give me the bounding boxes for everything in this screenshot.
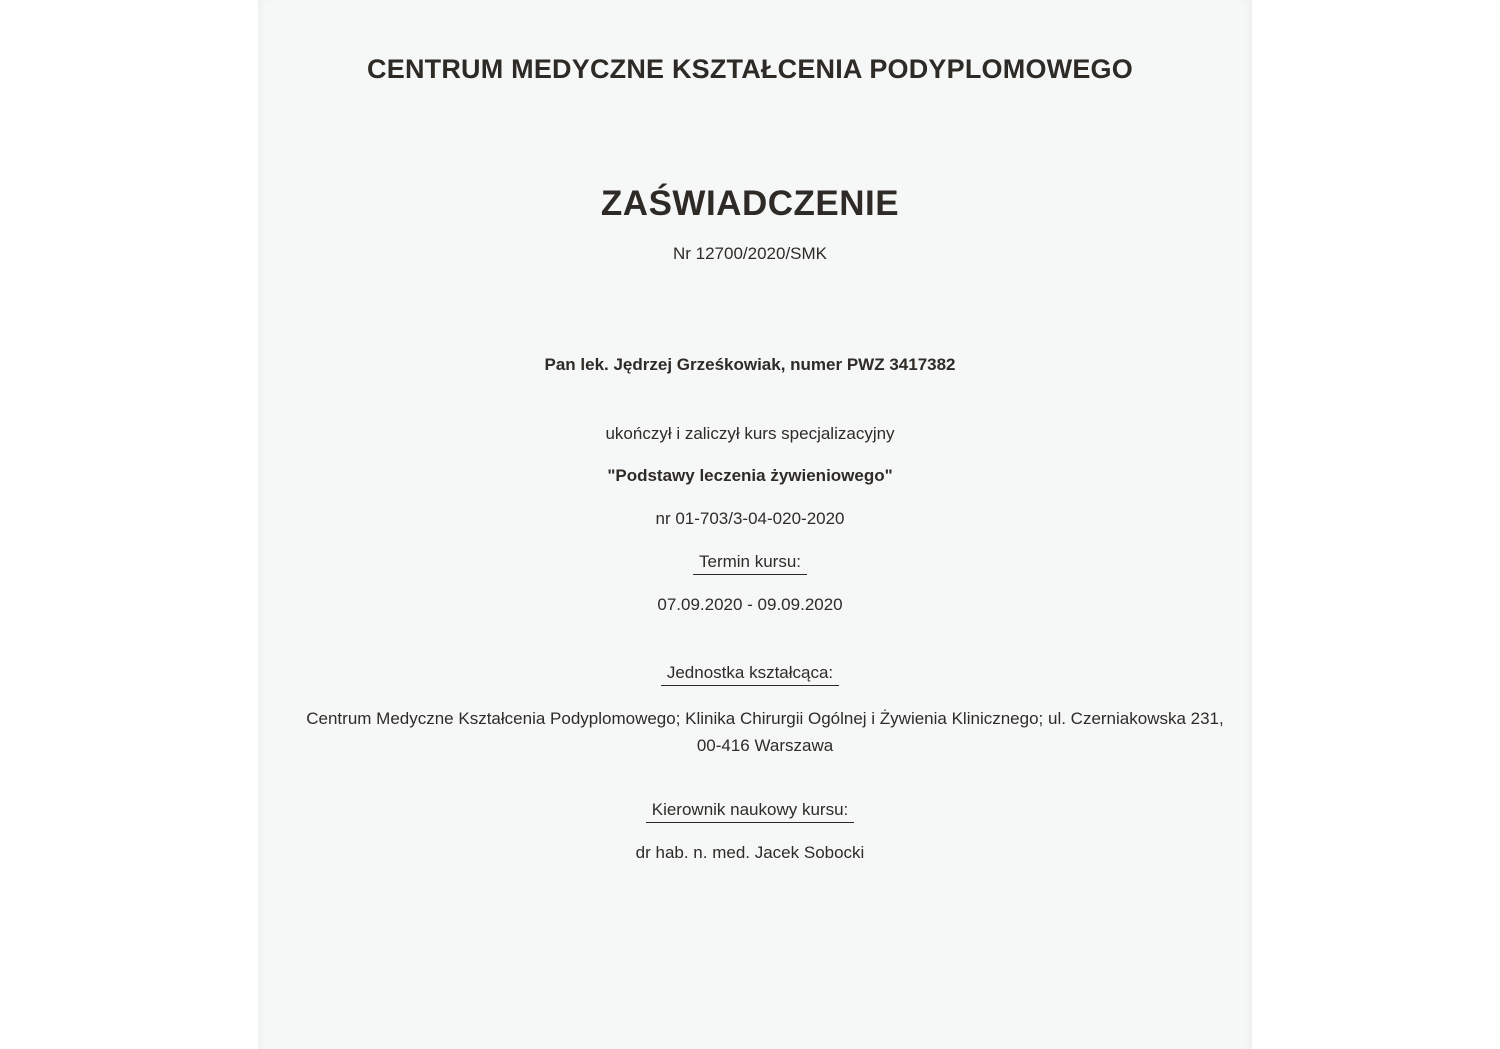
unit-label: Jednostka kształcąca: xyxy=(661,663,839,686)
course-name: "Podstawy leczenia żywieniowego" xyxy=(607,466,893,485)
recipient-line: Pan lek. Jędrzej Grześkowiak, numer PWZ 3417382 xyxy=(544,355,956,374)
supervisor-label-row xyxy=(0,800,1500,823)
term-label-row xyxy=(0,552,1500,575)
term-dates: 07.09.2020 - 09.09.2020 xyxy=(657,595,843,614)
unit-label-row xyxy=(0,663,1500,686)
term-label: Termin kursu: xyxy=(693,552,807,575)
supervisor-name: dr hab. n. med. Jacek Sobocki xyxy=(635,843,865,862)
institution-header: CENTRUM MEDYCZNE KSZTAŁCENIA PODYPLOMOWEGO xyxy=(367,54,1133,84)
course-number: nr 01-703/3-04-020-2020 xyxy=(655,509,845,528)
document-title: ZAŚWIADCZENIE xyxy=(600,184,900,223)
completion-statement: ukończył i zaliczył kurs specjalizacyjny xyxy=(605,424,895,443)
document-number: Nr 12700/2020/SMK xyxy=(672,244,828,263)
supervisor-label: Kierownik naukowy kursu: xyxy=(646,800,855,823)
unit-description: Centrum Medyczne Kształcenia Podyplomowego; Klinika Chirurgii Ogólnej i Żywienia Klinicznego; ul. Czerniakowska 231, 00-416 Warszawa xyxy=(306,709,1224,755)
